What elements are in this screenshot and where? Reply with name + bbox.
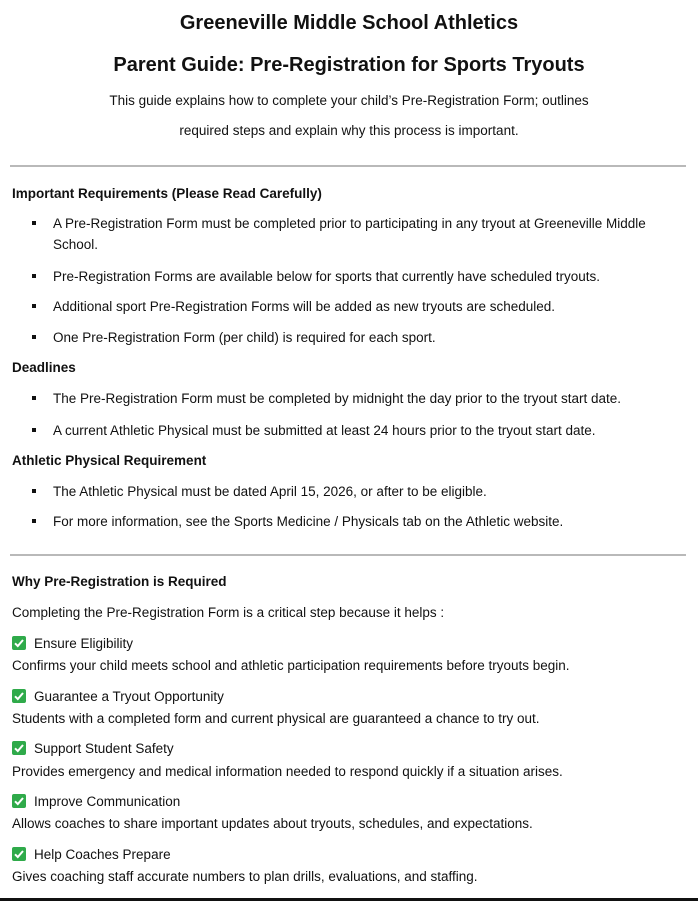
benefit-description: Students with a completed form and current physical are guaranteed a chance to try out. [12, 711, 540, 726]
intro-line-2: required steps and explain why this process is important. [179, 123, 519, 138]
divider [10, 554, 686, 556]
check-box-icon [12, 847, 26, 861]
benefit-title: Improve Communication [12, 793, 180, 811]
benefit-description: Allows coaches to share important updates about tryouts, schedules, and expectations. [12, 816, 533, 831]
benefit-title: Ensure Eligibility [12, 635, 133, 653]
physical-item: The Athletic Physical must be dated April 15, 2026, or after to be eligible. [53, 481, 683, 502]
bullet-icon [32, 335, 36, 339]
bullet-icon [32, 221, 36, 225]
benefit-description: Gives coaching staff accurate numbers to plan drills, evaluations, and staffing. [12, 869, 478, 884]
divider [10, 165, 686, 167]
benefit-title: Support Student Safety [12, 740, 174, 758]
check-box-icon [12, 689, 26, 703]
why-heading: Why Pre-Registration is Required [12, 574, 227, 589]
intro-line-1: This guide explains how to complete your child’s Pre-Registration Form; outlines [109, 93, 589, 108]
requirement-item: A Pre-Registration Form must be completed prior to participating in any tryout at Greeneville Middle School. [53, 213, 683, 255]
requirement-item: Pre-Registration Forms are available below for sports that currently have scheduled tryouts. [53, 266, 683, 287]
requirement-item: Additional sport Pre-Registration Forms will be added as new tryouts are scheduled. [53, 296, 683, 317]
bullet-icon [32, 489, 36, 493]
bullet-icon [32, 428, 36, 432]
benefit-description: Confirms your child meets school and athletic participation requirements before tryouts begin. [12, 658, 570, 673]
page-subtitle: Parent Guide: Pre-Registration for Sports Tryouts [113, 54, 585, 76]
bullet-icon [32, 304, 36, 308]
deadlines-heading: Deadlines [12, 360, 76, 375]
check-box-icon [12, 741, 26, 755]
bullet-icon [32, 274, 36, 278]
bullet-icon [32, 396, 36, 400]
benefit-description: Provides emergency and medical information needed to respond quickly if a situation arises. [12, 764, 563, 779]
page-title: Greeneville Middle School Athletics [179, 12, 519, 34]
requirements-heading: Important Requirements (Please Read Carefully) [12, 186, 322, 201]
requirement-item: One Pre-Registration Form (per child) is required for each sport. [53, 327, 683, 348]
physical-item: For more information, see the Sports Medicine / Physicals tab on the Athletic website. [53, 511, 683, 532]
check-box-icon [12, 794, 26, 808]
benefit-title: Help Coaches Prepare [12, 846, 171, 864]
deadline-item: The Pre-Registration Form must be completed by midnight the day prior to the tryout start date. [53, 388, 683, 409]
why-intro: Completing the Pre-Registration Form is a critical step because it helps : [12, 605, 445, 620]
bullet-icon [32, 519, 36, 523]
check-box-icon [12, 636, 26, 650]
benefit-title: Guarantee a Tryout Opportunity [12, 688, 224, 706]
physical-heading: Athletic Physical Requirement [12, 453, 207, 468]
deadline-item: A current Athletic Physical must be submitted at least 24 hours prior to the tryout start date. [53, 420, 683, 441]
